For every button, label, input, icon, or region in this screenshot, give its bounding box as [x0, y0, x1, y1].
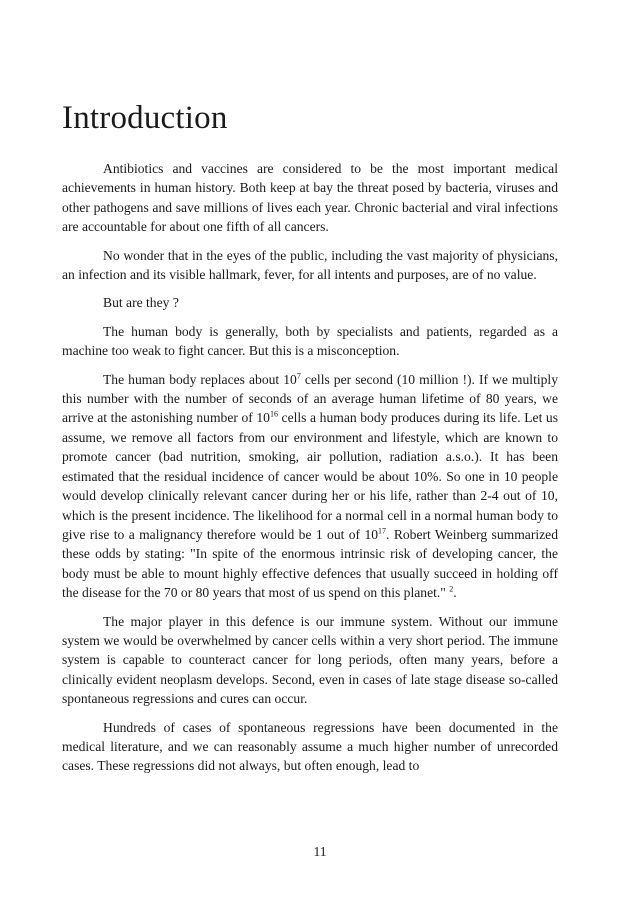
paragraph-4: The human body is generally, both by specialists and patients, regarded as a machine too weak to fight cancer. But this is a misconception. — [62, 323, 558, 359]
paragraph-3: But are they ? — [103, 295, 179, 311]
paragraph-1: Antibiotics and vaccines are considered to be the most important medical achievements in human history. Both keep at bay the threat posed by bacteria, viruses and other pathogens and save millions of lives each year. Chronic bacterial and viral infections are accountable for about one fifth of all cancers. — [62, 161, 558, 235]
superscript-exponent: 7 — [296, 371, 301, 381]
paragraph-6: The major player in this defence is our immune system. Without our immune system we would be overwhelmed by cancer cells within a very short period. The immune system is capable to counteract cancer for long periods, often many years, before a clinically evident neoplasm develops. Second, even in cases of late stage disease so-called spontaneous regressions and cures can occur. — [62, 613, 558, 707]
chapter-title: Introduction — [62, 100, 228, 136]
superscript-exponent: 17 — [378, 526, 387, 536]
paragraph-5-text-a: The human body replaces about 10 — [103, 371, 297, 387]
footnote-reference: 2 — [449, 584, 454, 594]
paragraph-5-text-c: cells a human body produces during its life. Let us assume, we remove all factors from our environment and lifestyle, which are known to promote cancer (bad nutrition, smoking, air pollution, radiation a.s.o.). It has been estimated that the residual incidence of cancer would be about 10%. So one in 10 people would develop clinically relevant cancer during her or his life, rather than 2-4 out of 10, which is the present incidence. The likelihood for a normal cell in a normal human body to give rise to a malignancy therefore would be 1 out of 10 — [62, 410, 559, 542]
paragraph-7: Hundreds of cases of spontaneous regressions have been documented in the medical literature, and we can reasonably assume a much higher number of unrecorded cases. These regressions did not always, but often enough, lead to — [62, 719, 558, 774]
paragraph-5-text-b: cells per second (10 million !). If we multiply this number with the number of seconds of an average human lifetime of 80 years, we arrive at the astonishing number of 10 — [62, 371, 558, 426]
paragraph-5-text-d: . Robert Weinberg summarized these odds by stating: "In spite of the enormous intrinsic risk of developing cancer, the body must be able to mount highly effective defences that usually succeed in holding off the disease for the 70 or 80 years that most of us spend on this planet." — [62, 526, 558, 601]
paragraph-5-text-e: . — [453, 585, 457, 601]
paragraph-2: No wonder that in the eyes of the public, including the vast majority of physicians, an infection and its visible hallmark, fever, for all intents and purposes, are of no value. — [62, 247, 558, 283]
page-number: 11 — [313, 844, 327, 859]
superscript-exponent: 16 — [269, 409, 278, 419]
page-body — [62, 100, 558, 785]
paragraph-5 — [62, 370, 558, 603]
